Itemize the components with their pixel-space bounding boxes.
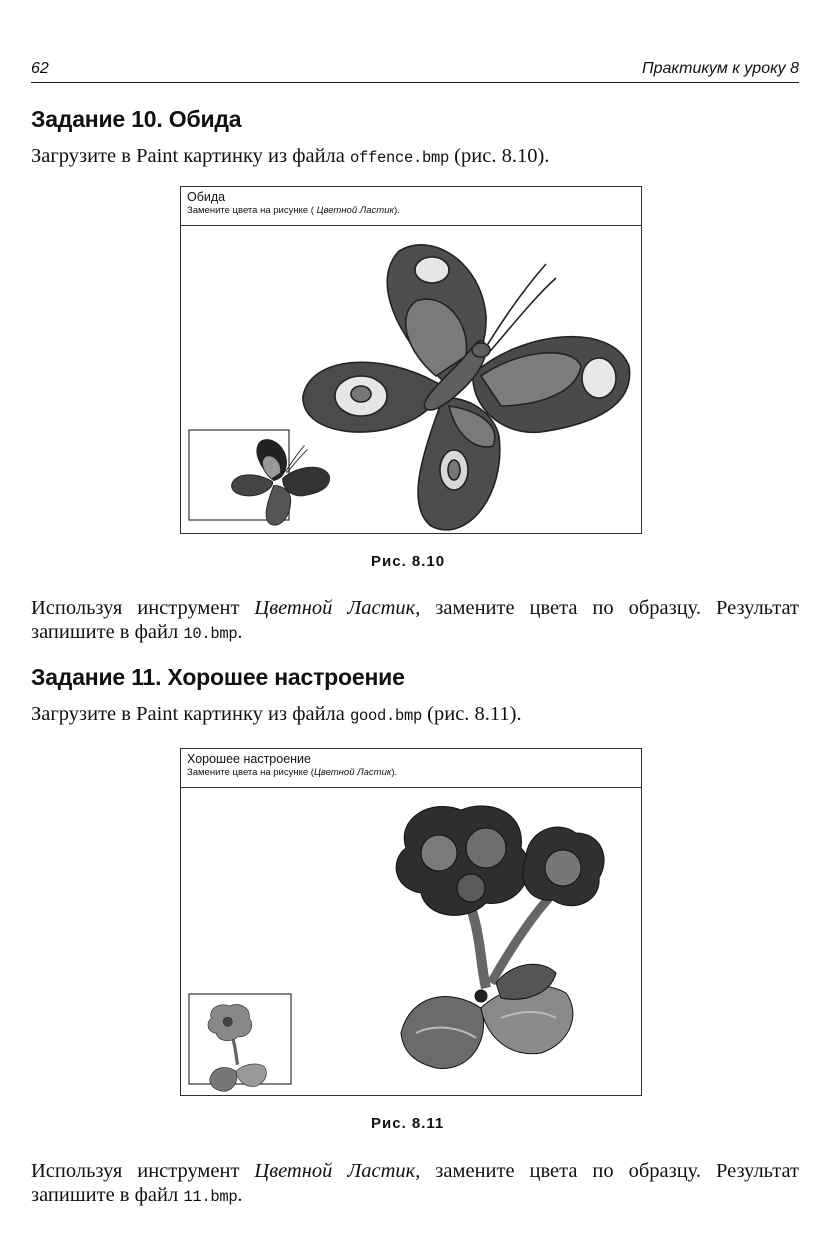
figure-title: Хорошее настроение (187, 752, 311, 766)
flower-image (181, 788, 641, 1095)
file-name: offence.bmp (350, 149, 450, 167)
page-number: 62 (31, 60, 49, 77)
task11-intro: Загрузите в Paint картинку из файла good.bmp (рис. 8.11). (31, 703, 522, 725)
figure-title: Обида (187, 190, 226, 204)
task10-body: Используя инструмент Цветной Ластик, замените цвета по образцу. Результат запишите в файл 10.bmp. (31, 597, 799, 643)
figure-good (180, 748, 642, 1096)
figure-header (181, 749, 641, 788)
butterfly-image (181, 226, 641, 533)
file-name: 11.bmp (183, 1188, 238, 1206)
figure-caption: Рис. 8.10 (371, 553, 446, 570)
running-header (31, 58, 799, 83)
figure-header (181, 187, 641, 226)
figure-instruction: Замените цвета на рисунке ( Цветной Ластик). (187, 205, 400, 216)
figure-offence (180, 186, 642, 534)
figure-caption: Рис. 8.11 (371, 1115, 445, 1132)
file-name: 10.bmp (183, 625, 238, 643)
running-title: Практикум к уроку 8 (641, 60, 799, 77)
task10-heading: Задание 10. Обида (31, 106, 242, 132)
figure-instruction: Замените цвета на рисунке (Цветной Ластик). (187, 767, 398, 778)
task11-body: Используя инструмент Цветной Ластик, замените цвета по образцу. Результат запишите в файл 11.bmp. (31, 1160, 799, 1206)
file-name: good.bmp (350, 707, 423, 725)
task10-intro: Загрузите в Paint картинку из файла offence.bmp (рис. 8.10). (31, 145, 550, 167)
task11-heading: Задание 11. Хорошее настроение (31, 664, 405, 690)
